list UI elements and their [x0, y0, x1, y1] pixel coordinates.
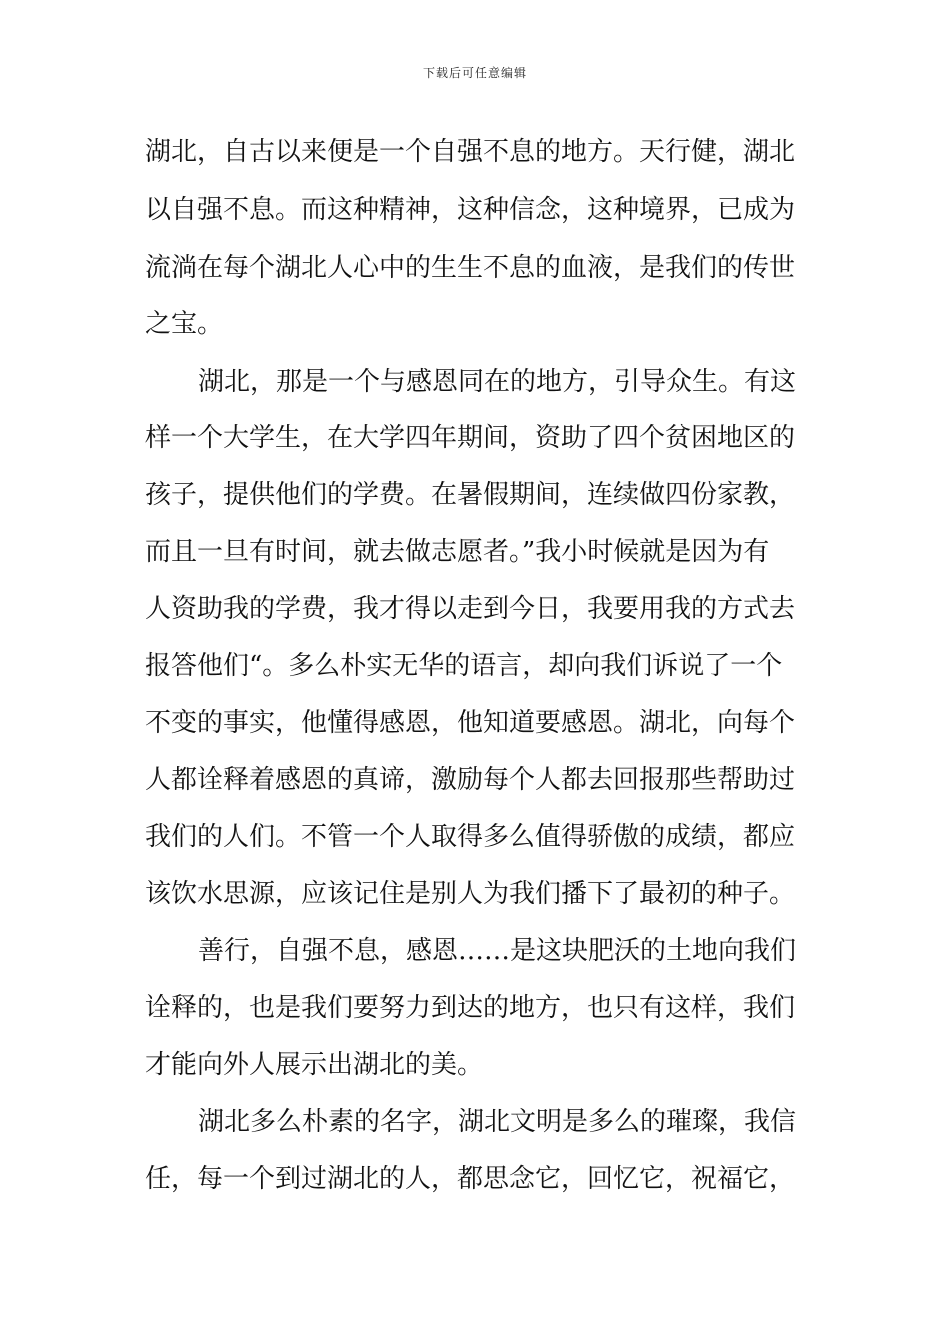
text-line: 善行，自强不息，感恩……是这块肥沃的土地向我们 — [198, 936, 797, 966]
text-line: 人都诠释着感恩的真谛，激励每个人都去回报那些帮助过 — [145, 765, 796, 795]
text-line: 孩子，提供他们的学费。在暑假期间，连续做四份家教， — [145, 480, 796, 510]
text-line: 而且一旦有时间，就去做志愿者。”我小时候就是因为有 — [145, 537, 770, 567]
text-line: 湖北，自古以来便是一个自强不息的地方。天行健，湖北 — [145, 137, 796, 167]
text-line: 以自强不息。而这种精神，这种信念，这种境界，已成为 — [145, 195, 796, 225]
text-line: 才能向外人展示出湖北的美。 — [145, 1050, 484, 1080]
text-line: 我们的人们。不管一个人取得多么值得骄傲的成绩，都应 — [145, 822, 796, 852]
text-line: 该饮水思源，应该记住是别人为我们播下了最初的种子。 — [145, 879, 796, 909]
text-line: 人资助我的学费，我才得以走到今日，我要用我的方式去 — [145, 594, 796, 624]
text-line: 报答他们“。多么朴实无华的语言，却向我们诉说了一个 — [145, 651, 783, 681]
page-header: 下载后可任意编辑 — [422, 66, 527, 80]
text-line: 之宝。 — [145, 309, 224, 339]
text-line: 湖北多么朴素的名字，湖北文明是多么的璀璨，我信 — [198, 1107, 797, 1137]
text-line: 湖北，那是一个与感恩同在的地方，引导众生。有这 — [198, 367, 797, 397]
text-line: 不变的事实，他懂得感恩，他知道要感恩。湖北，向每个 — [145, 708, 796, 738]
text-line: 样一个大学生，在大学四年期间，资助了四个贫困地区的 — [145, 423, 796, 453]
text-line: 诠释的，也是我们要努力到达的地方，也只有这样，我们 — [145, 993, 796, 1023]
text-line: 流淌在每个湖北人心中的生生不息的血液，是我们的传世 — [145, 253, 796, 283]
text-line: 任，每一个到过湖北的人，都思念它，回忆它，祝福它， — [145, 1164, 796, 1194]
